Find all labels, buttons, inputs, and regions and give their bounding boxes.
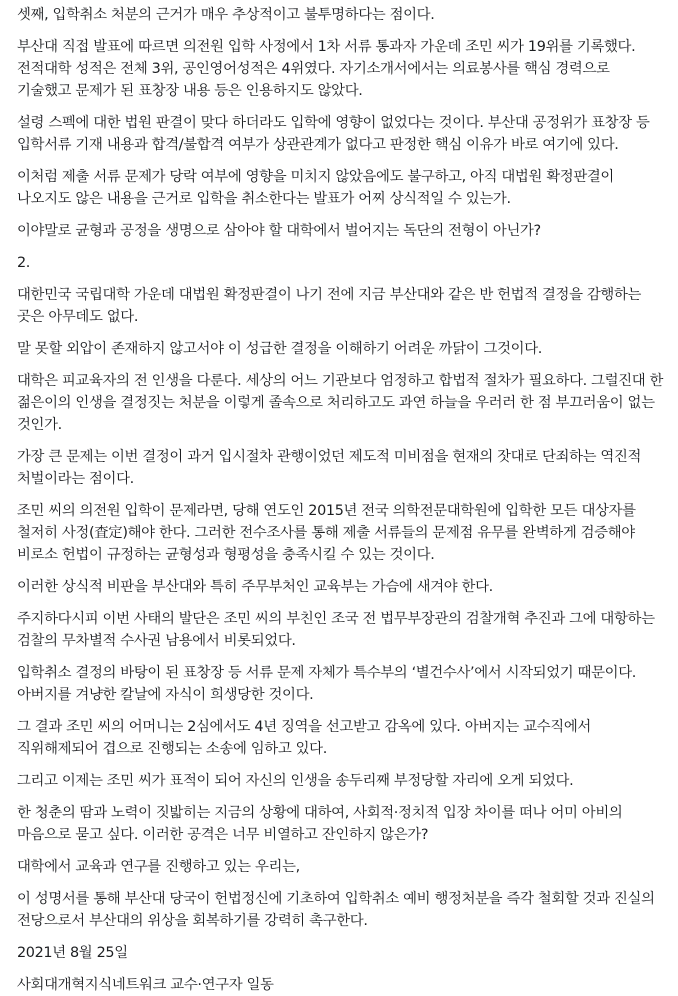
paragraph-full-review: 조민 씨의 의전원 입학이 문제라면, 당해 연도인 2015년 전국 의학전문대학원에 입학한 모든 대상자를 철저히 사정(査定)해야 한다. 그러한 전수조사를 통해 제출 서류들의 문제점 유무를 완벽하게 검증해야 비로소 헌법이 규정하는 균형성과 형평성을 충족시킬 수 있는 것이다.	[17, 503, 636, 563]
paragraph-we: 대학에서 교육과 연구를 진행하고 있는 우리는,	[17, 859, 300, 875]
paragraph-ministry: 이러한 상식적 비판을 부산대와 특히 주무부처인 교육부는 가슴에 새겨야 한다.	[17, 579, 493, 595]
paragraph-national-universities: 대한민국 국립대학 가운데 대법원 확정판결이 나기 전에 지금 부산대와 같은 반 헌법적 결정을 감행하는 곳은 아무데도 없다.	[17, 287, 642, 325]
paragraph-youth: 한 청춘의 땀과 노력이 짓밟히는 지금의 상황에 대하여, 사회적·정치적 입장 차이를 떠나 어미 아비의 마음으로 묻고 싶다. 이러한 공격은 너무 비열하고 잔인하지 않은가?	[17, 805, 623, 843]
paragraph-admission-ranking: 부산대 직접 발표에 따르면 의전원 입학 사정에서 1차 서류 통과자 가운데 조민 씨가 19위를 기록했다. 전적대학 성적은 전체 3위, 공인영어성적은 4위였다. 자기소개서에서는 의료봉사를 핵심 경력으로 기술했고 문제가 된 표창장 내용 등은 인용하지도 않았다.	[17, 39, 636, 99]
paragraph-arbitrary: 이야말로 균형과 공정을 생명으로 삼아야 할 대학에서 벌어지는 독단의 전형이 아닌가?	[17, 223, 541, 239]
paragraph-university-role: 대학은 피교육자의 전 인생을 다룬다. 세상의 어느 기관보다 엄정하고 합법적 절차가 필요하다. 그럴진대 한 젊은이의 인생을 결정짓는 처분을 이렇게 졸속으로 처리하고도 과연 하늘을 우러러 한 점 부끄러움이 없는 것인가.	[17, 373, 664, 433]
paragraph-retroactive: 가장 큰 문제는 이번 결정이 과거 입시절차 관행이었던 제도적 미비점을 현재의 잣대로 단죄하는 역진적 처벌이라는 점이다.	[17, 449, 642, 487]
paragraph-demand: 이 성명서를 통해 부산대 당국이 헌법정신에 기초하여 입학취소 예비 행정처분을 즉각 철회할 것과 진실의 전당으로서 부산대의 위상을 회복하기를 강력히 촉구한다.	[17, 891, 655, 929]
paragraph-external-pressure: 말 못할 외압이 존재하지 않고서야 이 성급한 결정을 이해하기 어려운 까닭이 그것이다.	[17, 341, 542, 357]
paragraph-no-influence: 설령 스펙에 대한 법원 판결이 맞다 하더라도 입학에 영향이 없었다는 것이다. 부산대 공정위가 표창장 등 입학서류 기재 내용과 합격/불합격 여부가 상관관계가 없다고 판정한 핵심 이유가 바로 여기에 있다.	[17, 115, 650, 153]
paragraph-third-point: 셋째, 입학취소 처분의 근거가 매우 추상적이고 불투명하다는 점이다.	[17, 7, 435, 23]
section-number-2: 2.	[17, 255, 31, 271]
paragraph-family: 그 결과 조민 씨의 어머니는 2심에서도 4년 징역을 선고받고 감옥에 있다. 아버지는 교수직에서 직위해제되어 겹으로 진행되는 소송에 임하고 있다.	[17, 719, 591, 757]
paragraph-target: 그리고 이제는 조민 씨가 표적이 되어 자신의 인생을 송두리째 부정당할 자리에 오게 되었다.	[17, 773, 574, 789]
paragraph-prosecution: 주지하다시피 이번 사태의 발단은 조민 씨의 부친인 조국 전 법무부장관의 검찰개혁 추진과 그에 대항하는 검찰의 무차별적 수사권 남용에서 비롯되었다.	[17, 611, 655, 649]
paragraph-separate-investigation: 입학취소 결정의 바탕이 된 표창장 등 서류 문제 자체가 특수부의 ‘별건수사’에서 시작되었기 때문이다. 아버지를 겨냥한 칼날에 자식이 희생당한 것이다.	[17, 665, 636, 703]
statement-signature: 사회대개혁지식네트워크 교수·연구자 일동	[17, 977, 274, 993]
statement-date: 2021년 8월 25일	[17, 945, 128, 961]
paragraph-common-sense: 이처럼 제출 서류 문제가 당락 여부에 영향을 미치지 않았음에도 불구하고, 아직 대법원 확정판결이 나오지도 않은 내용을 근거로 입학을 취소한다는 발표가 어찌 상식적일 수 있는가.	[17, 169, 614, 207]
